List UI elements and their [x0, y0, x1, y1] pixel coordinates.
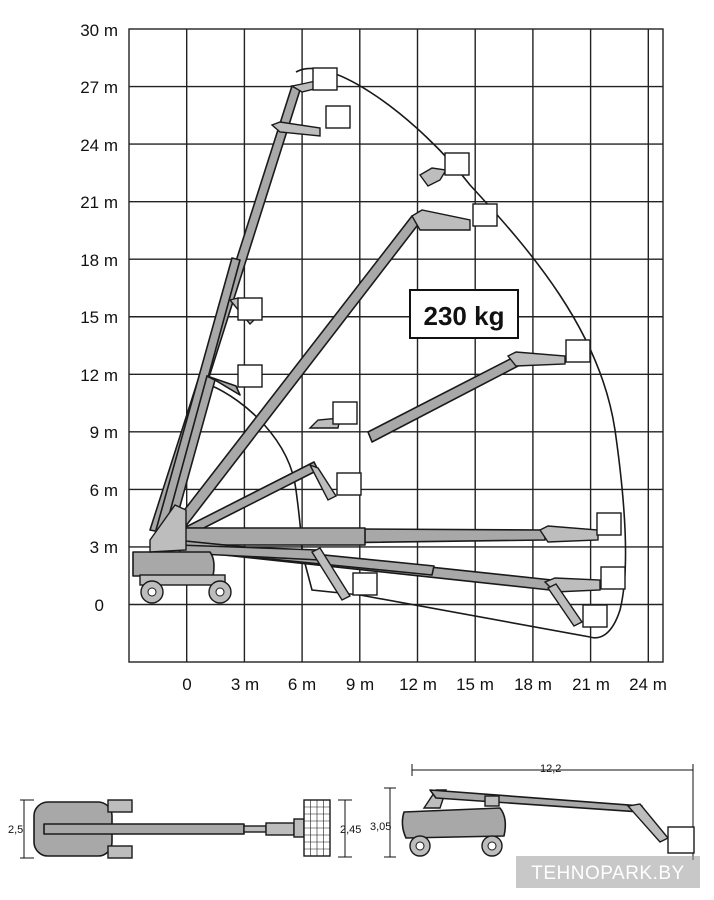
y-tick: 18 m [80, 251, 118, 270]
basket [238, 365, 262, 387]
boom-top [44, 824, 244, 834]
basket [445, 153, 469, 175]
basket [238, 298, 262, 320]
x-tick: 24 m [629, 675, 667, 694]
jib [412, 210, 470, 230]
watermark-text: TEHNOPARK.BY [531, 863, 685, 884]
y-tick: 30 m [80, 21, 118, 40]
y-tick: 9 m [89, 423, 118, 442]
load-capacity-badge [410, 290, 518, 338]
jib [540, 526, 598, 542]
top-view-platform-dim: 2,45 [340, 824, 362, 836]
x-tick: 3 m [230, 675, 260, 694]
x-tick: 15 m [456, 675, 494, 694]
platform-side [668, 827, 694, 853]
x-tick: 18 m [514, 675, 552, 694]
jib [310, 465, 336, 500]
y-tick: 12 m [80, 366, 118, 385]
jib [420, 168, 446, 186]
basket [583, 605, 607, 627]
basket [337, 473, 361, 495]
watermark [516, 856, 700, 888]
y-tick: 0 [94, 596, 104, 615]
x-axis-labels [182, 675, 667, 694]
x-tick: 21 m [572, 675, 610, 694]
basket [601, 567, 625, 589]
load-capacity-label: 230 kg [423, 301, 505, 331]
boom-side [430, 790, 642, 812]
jib [508, 352, 565, 366]
basket [597, 513, 621, 535]
boom-vertical-lower [156, 258, 240, 532]
y-tick: 15 m [80, 308, 118, 327]
y-tick: 24 m [80, 136, 118, 155]
x-tick: 0 [182, 675, 192, 694]
x-tick: 6 m [287, 675, 317, 694]
chassis-side [402, 808, 505, 838]
side-view-length-dim: 12,2 [540, 763, 562, 775]
basket [313, 68, 337, 90]
y-axis-labels [80, 21, 118, 615]
basket [326, 106, 350, 128]
side-view-height-dim: 3,05 [370, 821, 392, 833]
basket [353, 573, 377, 595]
basket [566, 340, 590, 362]
basket [333, 402, 357, 424]
side-view [370, 763, 694, 860]
top-view-width-dim: 2,5 [8, 824, 24, 836]
y-tick: 3 m [89, 538, 118, 557]
boom-telescopic-high [368, 356, 520, 442]
x-tick: 12 m [399, 675, 437, 694]
x-tick: 9 m [345, 675, 375, 694]
top-view [8, 800, 361, 858]
y-tick: 21 m [80, 193, 118, 212]
y-tick: 27 m [80, 78, 118, 97]
basket [473, 204, 497, 226]
y-tick: 6 m [89, 481, 118, 500]
